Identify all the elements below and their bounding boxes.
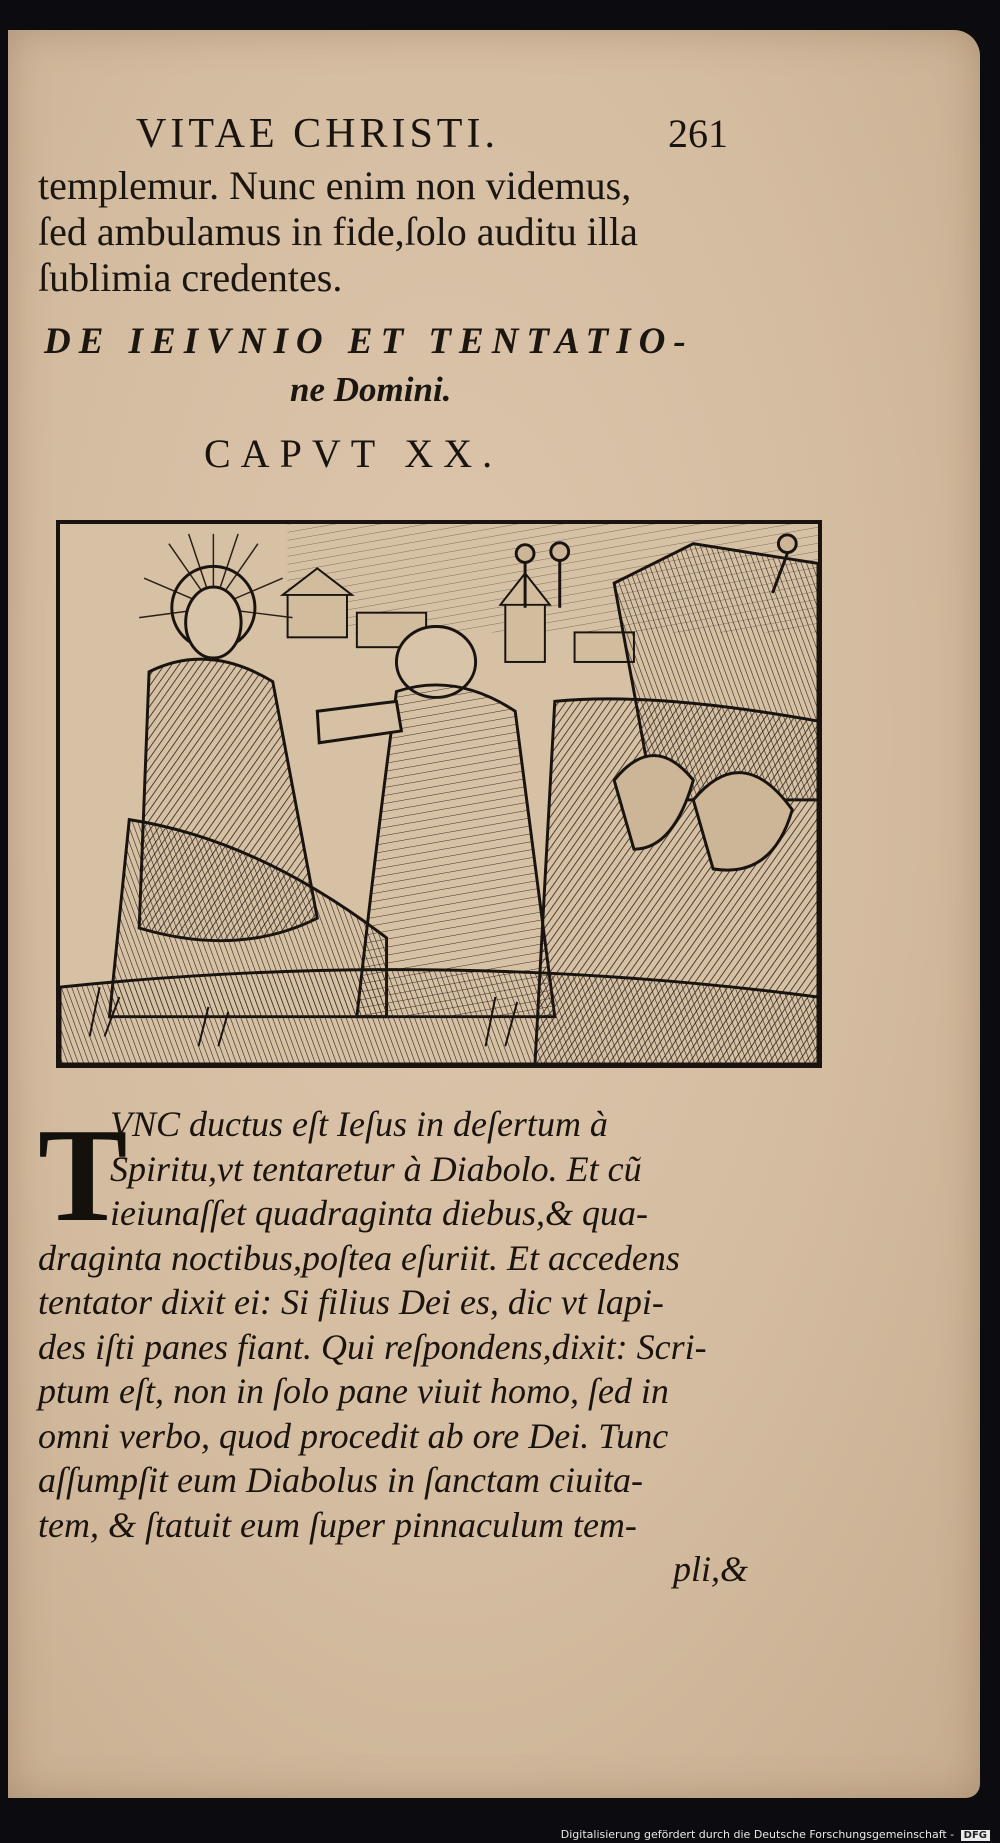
book-page xyxy=(8,30,980,1798)
page-number: 261 xyxy=(668,111,728,156)
drop-cap: T xyxy=(38,1101,128,1249)
body-line: tentator dixit ei: Si filius Dei es, dic vt lapi- xyxy=(38,1282,664,1322)
section-heading-line1: DE IEIVNIO ET TENTATIO- xyxy=(44,321,694,362)
body-line: draginta noctibus,poſtea eſuriit. Et accedens xyxy=(38,1237,680,1278)
woodcut-illustration xyxy=(56,520,822,1068)
body-line-catchword: pli,& xyxy=(672,1549,748,1589)
body-line: Spiritu,vt tentaretur à Diabolo. Et cũ xyxy=(110,1148,642,1189)
section-heading-line2: ne Domini. xyxy=(290,370,452,409)
body-line: omni verbo, quod procedit ab ore Dei. Tunc xyxy=(38,1415,669,1456)
body-line: aſſumpſit eum Diabolus in ſanctam ciuita- xyxy=(38,1460,643,1500)
page-header xyxy=(8,110,980,170)
intro-line: templemur. Nunc enim non videmus, xyxy=(38,163,632,208)
intro-paragraph xyxy=(38,163,758,301)
chapter-title: CAPVT XX. xyxy=(204,431,503,476)
body-line: des iſti panes fiant. Qui reſpondens,dixit: Scri- xyxy=(38,1326,707,1367)
dfg-logo: DFG xyxy=(961,1830,990,1841)
body-paragraph xyxy=(38,1102,758,1592)
body-line: ieiunaſſet quadraginta diebus,& qua- xyxy=(110,1193,648,1233)
digitization-credit xyxy=(561,1828,990,1841)
running-head: VITAE CHRISTI. xyxy=(136,111,499,157)
body-line: ptum eſt, non in ſolo pane viuit homo, ſed in xyxy=(38,1371,669,1411)
intro-line: ſublimia credentes. xyxy=(38,255,343,300)
body-line: tem, & ſtatuit eum ſuper pinnaculum tem- xyxy=(38,1504,637,1545)
digitization-credit-text: Digitalisierung gefördert durch die Deutsche Forschungsgemeinschaft - xyxy=(560,1828,955,1841)
intro-line: ſed ambulamus in fide,ſolo auditu illa xyxy=(38,209,638,254)
woodcut-temptation-image xyxy=(60,524,818,1064)
body-line: VNC ductus eſt Ieſus in deſertum à xyxy=(110,1104,608,1144)
